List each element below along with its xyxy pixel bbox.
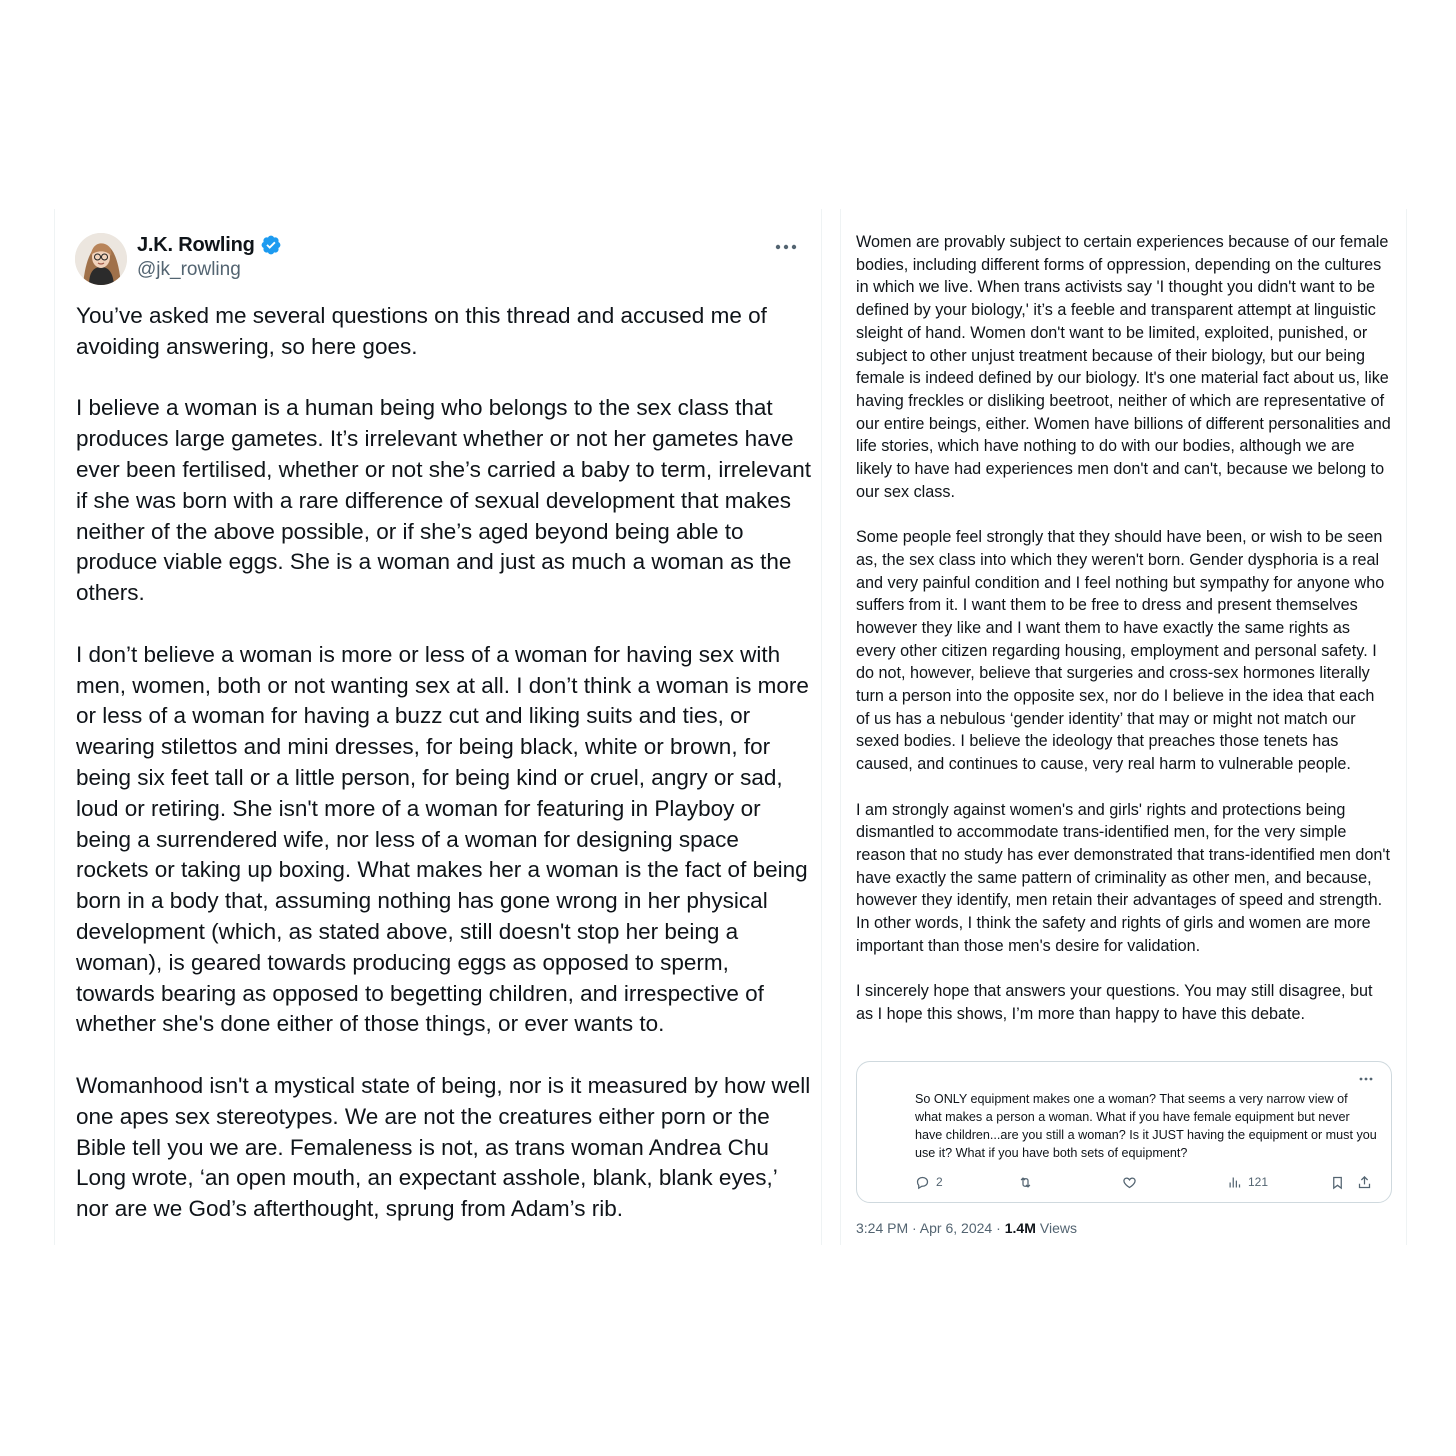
tweet-paragraph: I am strongly against women's and girls' rights and protections being dismantled to accommodate trans-identified men, for the very simple reason that no study has ever demonstrated that trans-identified men don't have exactly the same pattern of criminality as other men, and because, however they identify, men retain their advantages of speed and strength. In other words, I think the safety and rights of girls and women are more important than those men's desire for validation. — [856, 800, 1390, 955]
tweet-text — [76, 301, 812, 1256]
author-name-row — [137, 232, 282, 258]
views-count: 121 — [1248, 1175, 1269, 1189]
tweet-text-continued — [856, 231, 1392, 1048]
views-chart-icon — [1227, 1175, 1242, 1190]
tweet-paragraph: Some people feel strongly that they should have been, or wish to be seen as, the sex class into which they weren't born. Gender dysphoria is a real and very painful condition and I feel nothing but sympathy for anyone who suffers from it. I want them to be free to dress and present themselves however they like and I want them to have exactly the same rights as every other citizen regarding housing, employment and personal safety. I do not, however, believe that surgeries and cross-sex hormones literally turn a person into the opposite sex, nor do I believe in the idea that each of us has a nebulous ‘gender identity’ that may or might not match our sexed bodies. I believe the ideology that preaches those tenets has caused, and continues to cause, very real harm to vulnerable people. — [856, 528, 1385, 774]
quoted-tweet-text: So ONLY equipment makes one a woman? That seems a very narrow view of what makes a person a woman. What if you have female equipment but never have children...are you still a woman? Is it JUST having the equipment or must you use it? What if you have both sets of equipment? — [915, 1092, 1377, 1160]
tweet-timestamp[interactable]: 3:24 PM · Apr 6, 2024 · — [856, 1220, 1001, 1236]
tweet-paragraph: Womanhood isn't a mystical state of being, nor is it measured by how well one apes sex stereotypes. We are not the creatures either porn or the Bible tell you we are. Femaleness is not, as trans woman Andrea Chu Long wrote, ‘an open mouth, an expectant asshole, blank, blank eyes,’ nor are we God’s afterthought, sprung from Adam’s rib. — [76, 1072, 811, 1222]
quoted-more-button[interactable] — [1355, 1070, 1377, 1088]
more-options-button[interactable] — [771, 235, 801, 259]
tweet-views-label: Views — [1039, 1220, 1077, 1236]
tweet-meta — [856, 1220, 1077, 1236]
tweet-paragraph: I don’t believe a woman is more or less of a woman for having sex with men, women, both or not wanting sex at all. I don’t think a woman is more or less of a woman for having a buzz cut and liking suits and ties, or wearing stilettos and mini dresses, for being black, white or brown, for being six feet tall or a little person, for being kind or cruel, angry or sad, loud or retiring. She isn't more of a woman for featuring in Playboy or being a surrendered wife, nor less of a woman for designing space rockets or taking up boxing. What makes her a woman is the fact of being born in a body that, assuming nothing has gone wrong in her physical development (which, as stated above, still doesn't stop her being a woman), is geared towards producing eggs as opposed to sperm, towards bearing as opposed to begetting children, and irrespective of whether she's done either of those things, or ever wants to. — [76, 641, 809, 1037]
share-button[interactable] — [1357, 1172, 1372, 1192]
views-button[interactable] — [1227, 1172, 1268, 1192]
tweet-paragraph: Women are provably subject to certain experiences because of our female bodies, including different forms of oppression, depending on the cultures in which we live. When trans activists say 'I thought you didn't want to be defined by your biology,' it’s a feeble and transparent attempt at linguistic sleight of hand. Women don't want to be limited, exploited, punished, or subject to other unjust treatment because of their biology, but our being female is indeed defined by our biology. It's one material fact about us, like having freckles or disliking beetroot, neither of which are representative of our entire beings, either. Women have billions of different personalities and life stories, which have nothing to do with our bodies, although we are likely to have had experiences men don't and can't, because we belong to our sex class. — [856, 233, 1391, 501]
tweet-paragraph: I believe a woman is a human being who belongs to the sex class that produces large gametes. It’s irrelevant whether or not her gametes have ever been fertilised, whether or not she’s carried a baby to term, irrelevant if she was born with a rare difference of sexual development that makes neither of the above possible, or if she’s aged beyond being able to produce viable eggs. She is a woman and just as much a woman as the others. — [76, 395, 811, 606]
more-horizontal-icon — [1359, 1077, 1373, 1081]
tweet-paragraph: I sincerely hope that answers your questions. You may still disagree, but as I hope this shows, I’m more than happy to have this debate. — [856, 982, 1373, 1023]
reply-count: 2 — [936, 1175, 943, 1189]
reply-button[interactable] — [915, 1172, 943, 1192]
quoted-tweet-card[interactable] — [856, 1061, 1392, 1203]
author-name[interactable]: J.K. Rowling — [137, 233, 255, 256]
avatar-photo-icon — [75, 233, 127, 285]
retweet-button[interactable] — [1018, 1172, 1033, 1192]
share-icon — [1357, 1175, 1372, 1190]
bookmark-icon — [1330, 1175, 1345, 1190]
author-handle[interactable]: @jk_rowling — [137, 259, 241, 280]
tweet-panel-right — [840, 209, 1407, 1245]
quoted-tweet-actions — [915, 1172, 1377, 1192]
tweet-views-count: 1.4M — [1004, 1220, 1036, 1236]
retweet-icon — [1018, 1175, 1033, 1190]
like-button[interactable] — [1122, 1172, 1137, 1192]
bookmark-button[interactable] — [1330, 1172, 1345, 1192]
avatar[interactable] — [75, 233, 127, 285]
tweet-panel-left — [54, 209, 822, 1245]
more-horizontal-icon — [775, 244, 797, 250]
reply-icon — [915, 1175, 930, 1190]
heart-icon — [1122, 1175, 1137, 1190]
tweet-paragraph: You’ve asked me several questions on this thread and accused me of avoiding answering, so here goes. — [76, 303, 767, 359]
verified-badge-icon — [260, 234, 282, 256]
